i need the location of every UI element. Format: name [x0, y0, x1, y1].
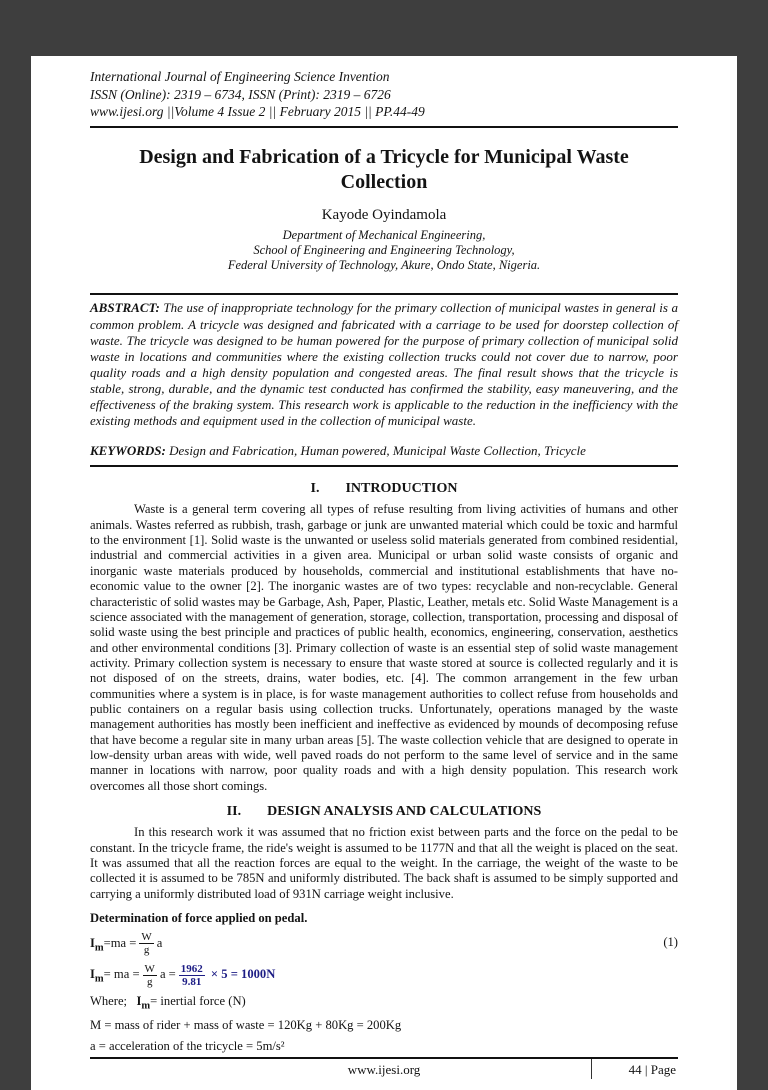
section-heading-introduction — [90, 481, 678, 497]
equation-1-expression: $I_m=ma$ = $\frac{W}{g}$ a — [90, 931, 163, 957]
affiliation-line: Federal University of Technology, Akure, Ondo State, Nigeria. — [227, 258, 541, 273]
inertial-force-symbol: $I_m$ — [90, 967, 104, 985]
where-definition-line: Where; $I_m=$ inertial force (N) — [90, 994, 246, 1012]
fraction-1962-over-981: $\frac{1962}{9.81}$ — [180, 962, 203, 988]
introduction-paragraph: Waste is a general term covering all types of refuse resulting from living activities of humans and other animals. Wastes referred as rubbish, trash, garbage or junk are unwanted material which could be toxic and harmful to the environment [1]. Solid waste is the unwanted or useless solid materials generated from combined residential, industrial and commercial activities in a given area. Municipal or urban solid waste consists of organic and inorganic waste materials produced by households, commercial and institutional establishments that have no-economic value to the owner [2]. The inorganic wastes are of two types: recyclable and non-recyclable. General characteristic of solid wastes may be Garbage, Ash, Paper, Plastic, Leather, metals etc. Solid Waste Management is a science associated with the management of generation, storage, collection, transportation, processing and disposal of solid waste using the best principle and practices of public health, economics, engineering, conservation, aesthetics and other environmental conditions [3]. Primary collection of waste is an essential step of solid waste management activity. Primary collection system is necessary to ensure that waste stored at source is collected regularly and it is not disposed of on the streets, drains, water bodies, etc. [4]. The common arrangement in the few urban communities where a system is in place, is for waste management authorities to collect refuse from households and public containers on a regular basis using collection trucks. Unfortunately, operations managed by the waste management authorities has mostly been inefficient and ineffective as evidenced by mounds of decomposing refuse that have become a regular site in many urban areas [5]. The waste collection vehicle that are designed to operate in low-density urban areas with wide, well paved roads do not perform to the same level of service and in the same manner in locations with narrow, poor quality roads and with a high density population. This research work overcomes all those short comings. — [90, 502, 678, 793]
author-name: Kayode Oyindamola — [321, 206, 447, 223]
paper-title: Design and Fabrication of a Tricycle for Municipal Waste Collection — [139, 145, 629, 193]
abstract-paragraph — [90, 300, 678, 429]
design-analysis-paragraph: In this research work it was assumed that no friction exist between parts and the force on the pedal to be constant. In the tricycle frame, the ride's weight is assumed to be 1177N and that all the weight is placed on the seat. It was assumed that all the reaction forces are equal to the weight. In the carriage, the weight of the waste to be collected it is assumed to be 785N and uniformly distributed. The back shaft is assumed to be simply supported and carrying a uniformly distributed load of 931N carriage weight inclusive. — [90, 825, 678, 901]
page-number: 44 | Page — [628, 1061, 676, 1077]
acceleration-definition-line: a = acceleration of the tricycle = 5m/s² — [90, 1038, 285, 1053]
section-title: INTRODUCTION — [345, 481, 458, 497]
journal-header — [90, 68, 678, 121]
abstract-text: The use of inappropriate technology for the primary collection of municipal wastes in general is a common problem. A tricycle was designed and fabricated with a carriage to be used for doorstep collection of waste. The tricycle was designed to be human powered for the purpose of primary collection of municipal solid waste in locations and communities where the existing collection trucks could not cover due to narrow, poor quality roads and a high density population and congested areas. The final result shows that the tricycle is stable, strong, durable, and the dynamic test conducted has confirmed the stability, easy maneuvering, and the effectiveness of the braking system. This research work is applicable to the reduction in the inefficiency with the existing methods and equipment used in the collection of municipal waste. — [90, 300, 678, 429]
section-number: II. — [226, 804, 242, 820]
footer-journal-url: www.ijesi.org — [347, 1061, 421, 1077]
keywords-paragraph — [90, 443, 678, 459]
section-heading-design-analysis — [90, 804, 678, 820]
footer-vertical-divider — [591, 1059, 592, 1079]
equation-2-expression: $I_m=$ ma = $\frac{W}{g}$ a = $\frac{1962}{9.81}$ × 5 = 1000N — [90, 962, 276, 988]
affiliation-line: Department of Mechanical Engineering, — [282, 227, 486, 242]
mass-definition-line: M = mass of rider + mass of waste = 120Kg + 80Kg = 200Kg — [90, 1017, 402, 1032]
keywords-text: Design and Fabrication, Human powered, Municipal Waste Collection, Tricycle — [165, 443, 586, 459]
fraction-w-over-g: $\frac{W}{g}$ — [141, 931, 152, 957]
abstract-label: ABSTRACT: — [90, 300, 160, 316]
keywords-label: KEYWORDS: — [90, 443, 166, 459]
affiliation-block — [90, 228, 678, 274]
page-footer — [90, 1057, 678, 1084]
inertial-force-symbol: $I_m$ — [136, 994, 151, 1012]
pedal-force-subheading: Determination of force applied on pedal. — [90, 911, 308, 925]
section-number: I. — [310, 481, 320, 497]
paper-page — [31, 56, 737, 1090]
equation-result: × 5 = 1000N — [207, 967, 276, 982]
journal-issue-info: www.ijesi.org ||Volume 4 Issue 2 || February 2015 || PP.44-49 — [90, 104, 425, 120]
journal-issn: ISSN (Online): 2319 – 6734, ISSN (Print): 2319 – 6726 — [90, 86, 391, 102]
header-divider — [90, 126, 678, 128]
equation-2 — [90, 963, 678, 989]
abstract-top-divider — [90, 293, 678, 295]
inertial-force-symbol: $I_m$ — [90, 935, 104, 954]
affiliation-line: School of Engineering and Engineering Technology, — [253, 242, 515, 257]
journal-name: International Journal of Engineering Science Invention — [90, 69, 390, 84]
abstract-bottom-divider — [90, 465, 678, 467]
fraction-w-over-g: $\frac{W}{g}$ — [144, 962, 155, 988]
equation-number: (1) — [663, 935, 678, 949]
abstract-section — [90, 289, 678, 471]
footer-row — [90, 1059, 678, 1084]
equation-1 — [90, 931, 678, 957]
section-title: DESIGN ANALYSIS AND CALCULATIONS — [267, 804, 542, 820]
